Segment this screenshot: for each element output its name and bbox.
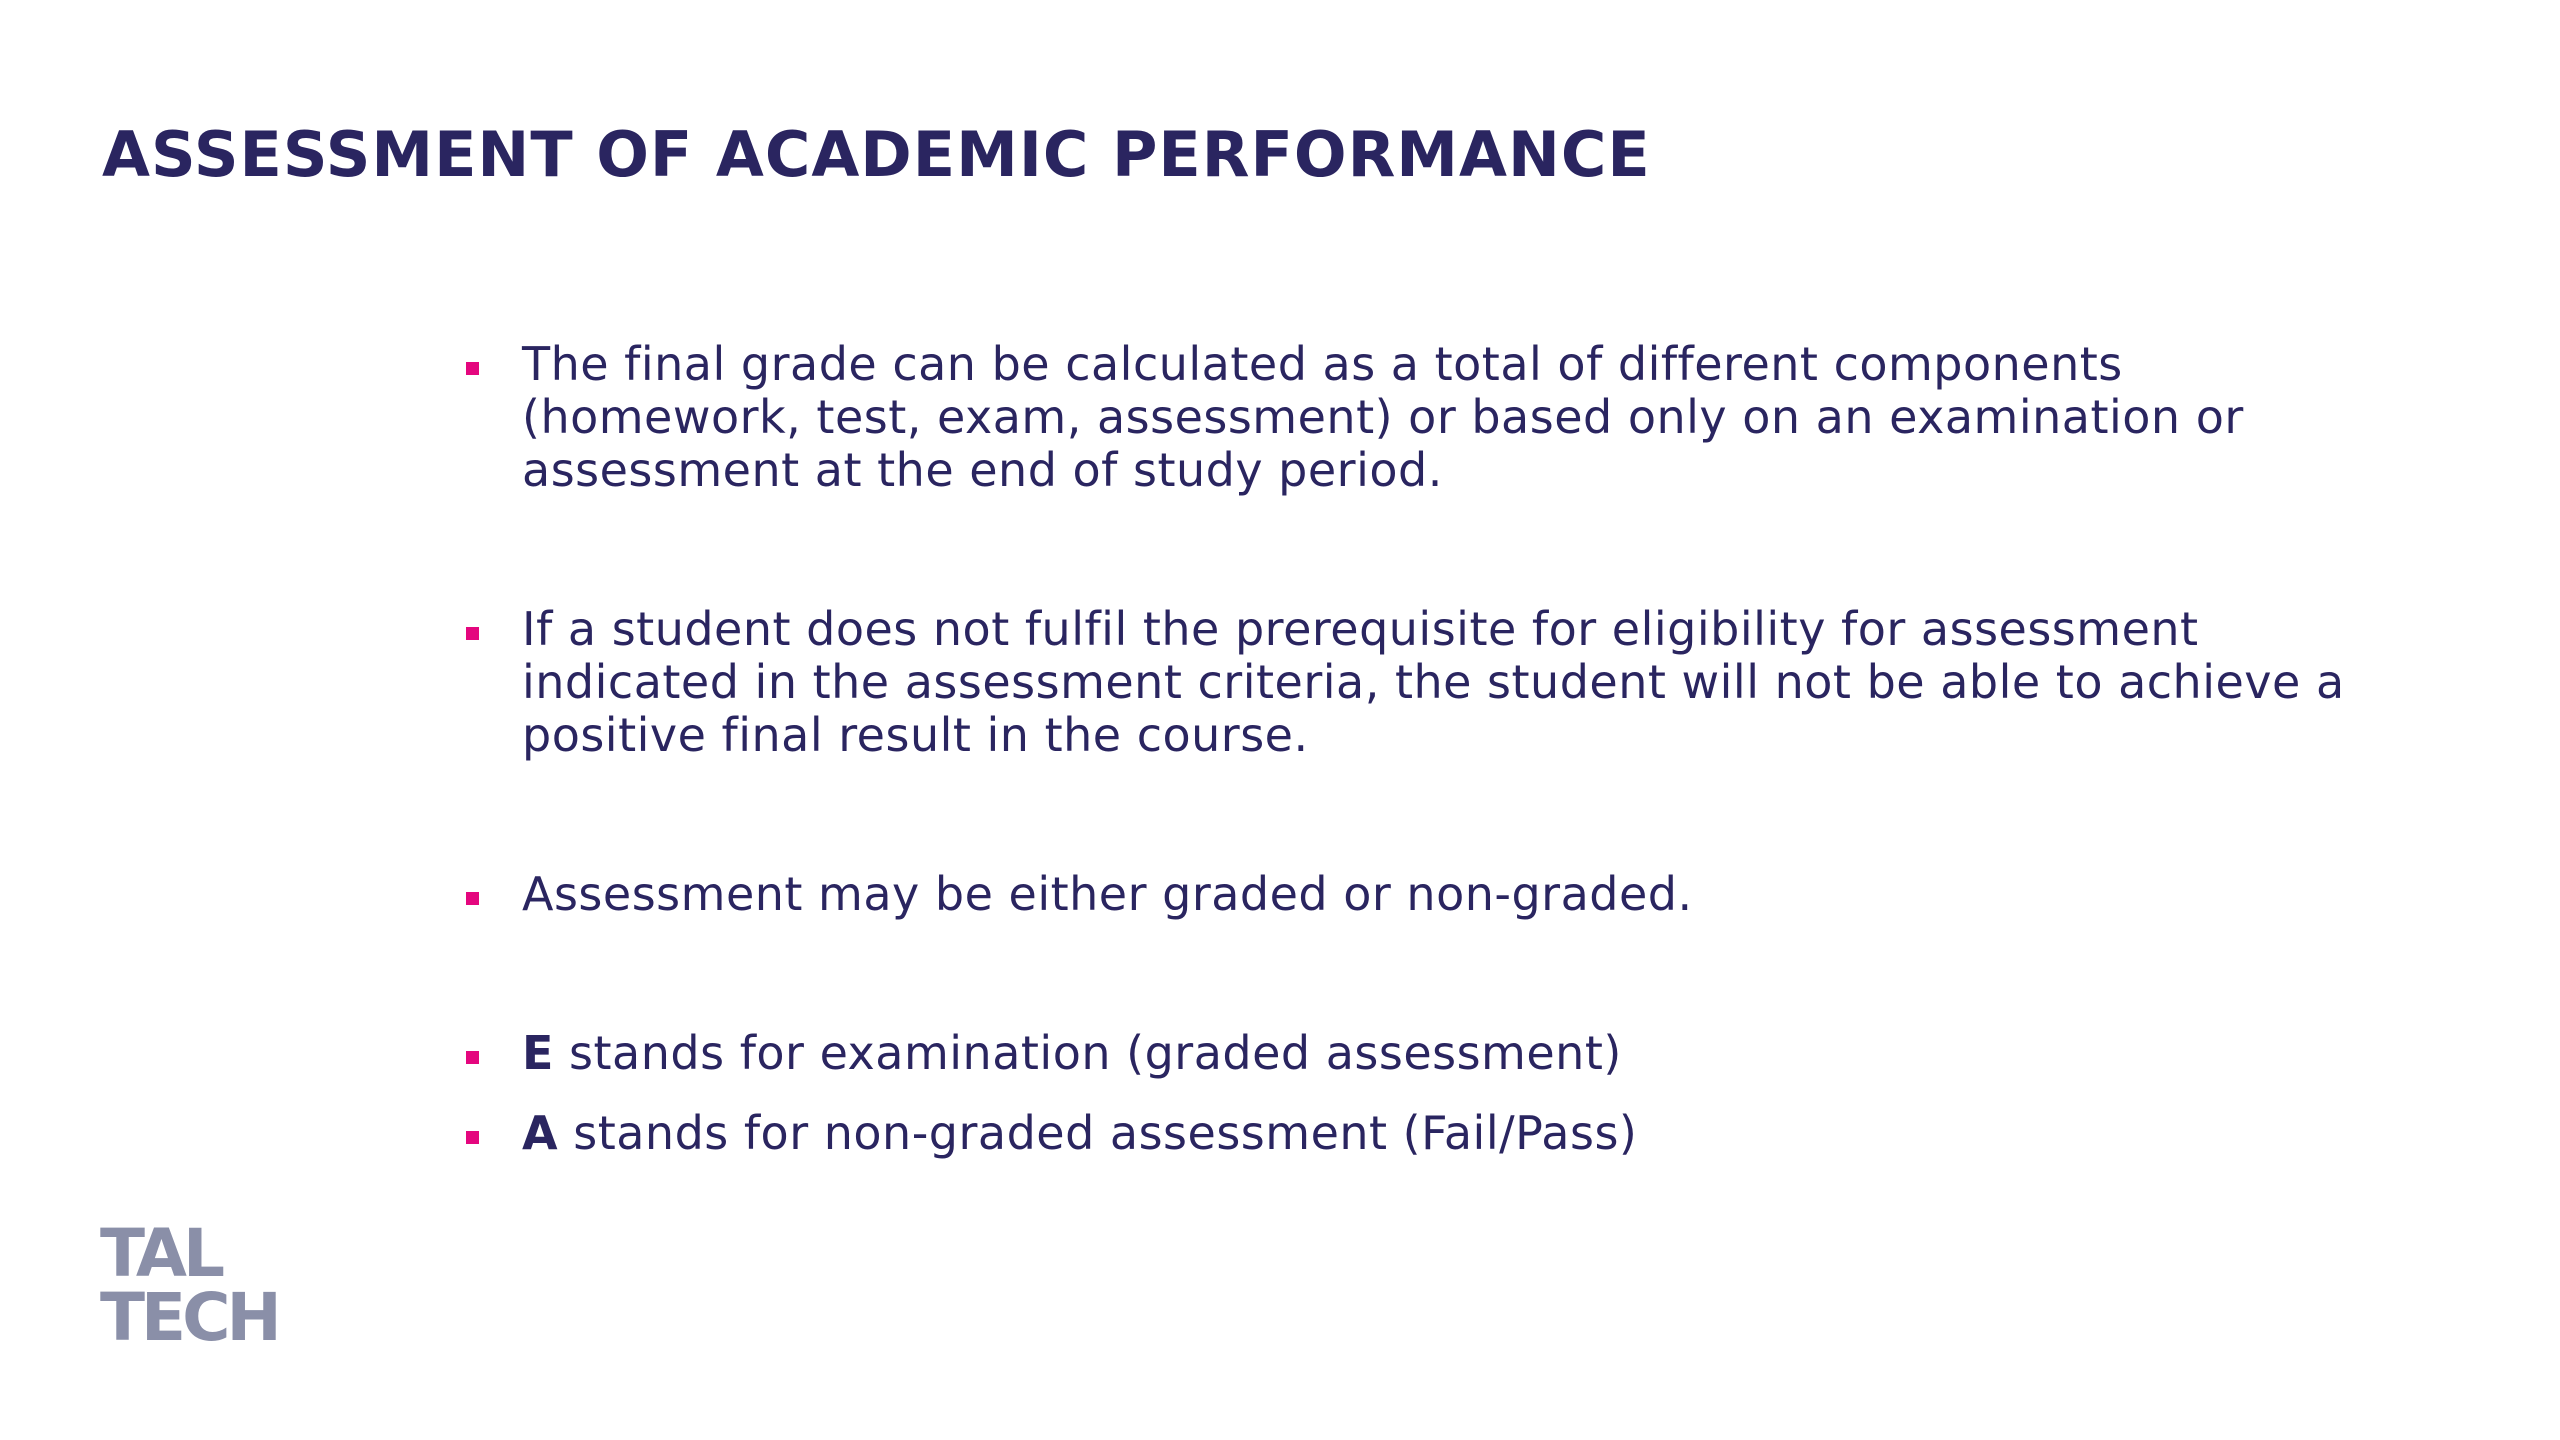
slide-title: ASSESSMENT OF ACADEMIC PERFORMANCE xyxy=(102,118,1651,191)
bullet-prerequisite xyxy=(458,603,2362,762)
bullet-text: stands for examination (graded assessment) xyxy=(553,1026,1622,1080)
bullet-key-letter: A xyxy=(522,1106,559,1160)
bullet-text: Assessment may be either graded or non-graded. xyxy=(522,867,1693,921)
bullet-graded-nongraded xyxy=(458,868,2358,921)
bullet-square-icon xyxy=(466,1131,479,1144)
bullet-e-definition xyxy=(458,1027,2358,1080)
bullet-text: If a student does not fulfil the prerequisite for eligibility for assessment indicated in the assessment criteria, the student will not be able to achieve a positive final result in the course. xyxy=(522,602,2345,762)
logo-line-1: TAL xyxy=(100,1218,222,1292)
taltech-logo xyxy=(100,1218,330,1348)
bullet-square-icon xyxy=(466,362,479,375)
taltech-logo-icon xyxy=(100,1218,330,1348)
bullet-a-definition xyxy=(458,1107,2358,1160)
bullet-key-letter: E xyxy=(522,1026,554,1080)
logo-line-2: TECH xyxy=(100,1279,278,1348)
bullet-final-grade xyxy=(458,338,2362,497)
bullet-square-icon xyxy=(466,627,479,640)
bullet-list xyxy=(458,338,2358,1160)
bullet-square-icon xyxy=(466,1051,479,1064)
bullet-text: stands for non-graded assessment (Fail/Pass) xyxy=(558,1106,1638,1160)
bullet-square-icon xyxy=(466,892,479,905)
bullet-text: The final grade can be calculated as a total of different components (homework, test, exam, assessment) or based only on an examination or assessment at the end of study period. xyxy=(522,337,2244,497)
